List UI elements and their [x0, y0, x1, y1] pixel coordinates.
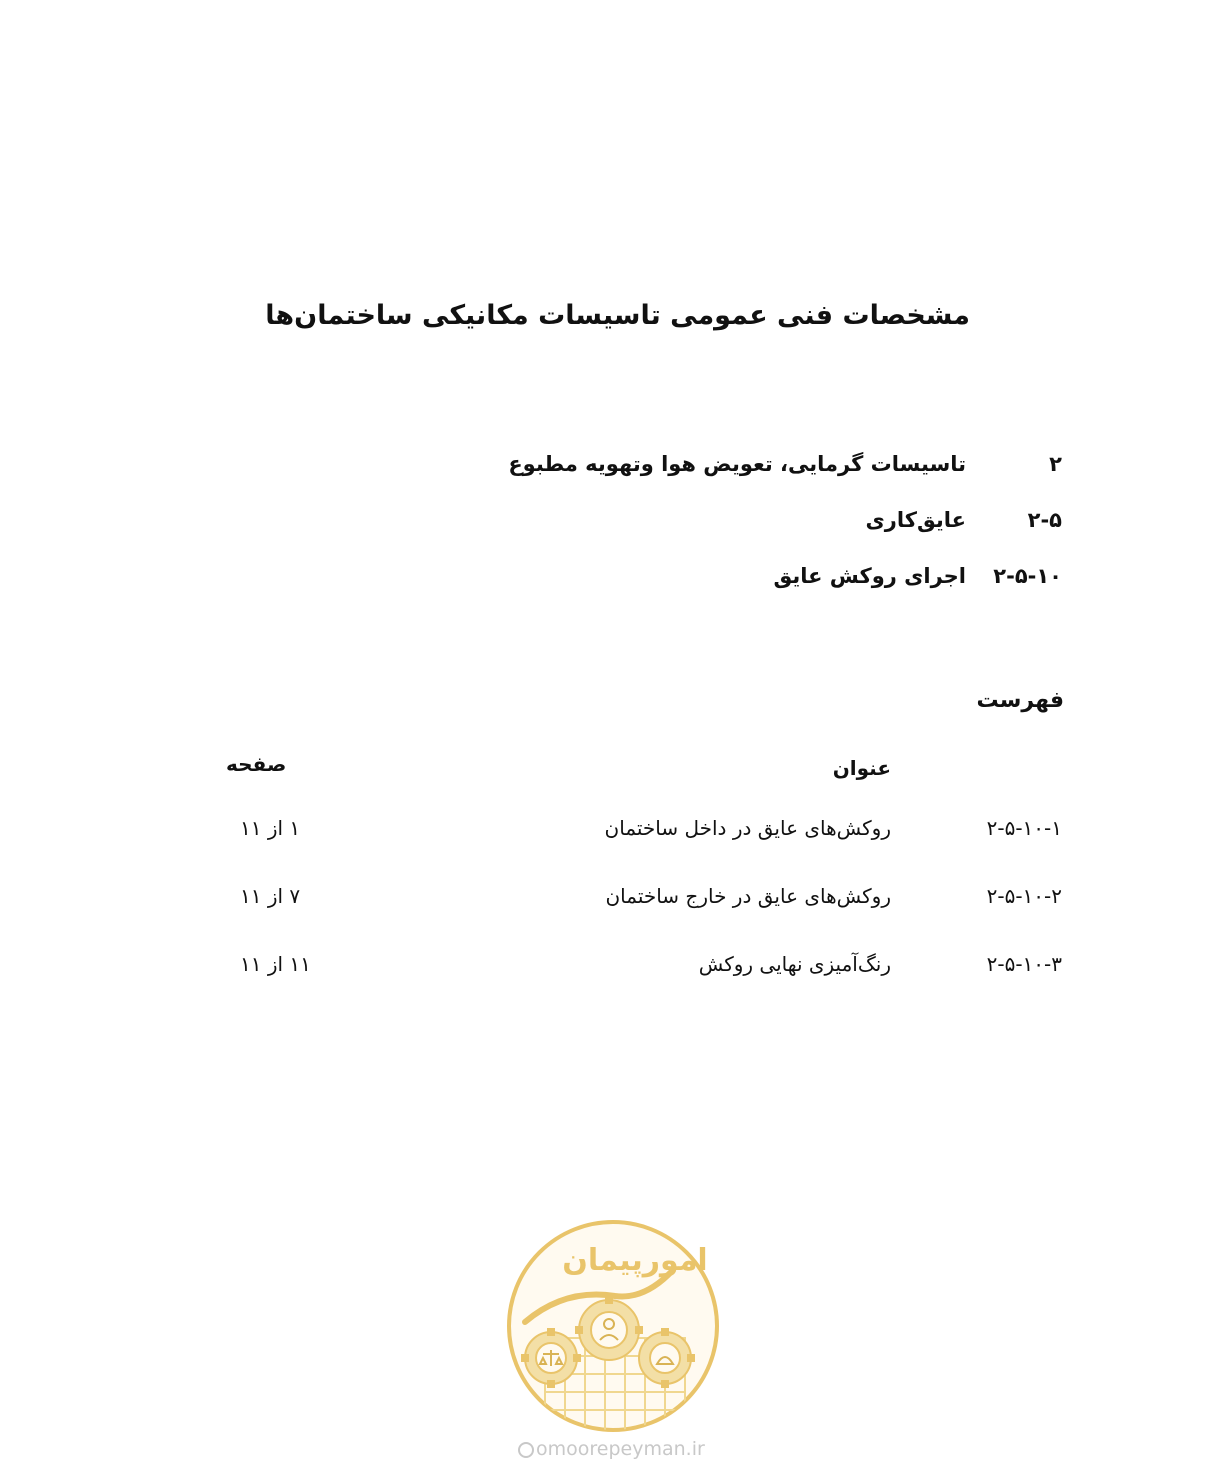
heading-number: ۲-۵-۱۰: [993, 564, 1062, 588]
heading-number: ۲-۵: [1027, 508, 1062, 532]
heading-number: ۲: [1049, 452, 1062, 476]
at-icon: [518, 1442, 534, 1458]
page-title: مشخصات فنی عمومی تاسیسات مکانیکی ساختمان‌ها: [265, 300, 970, 331]
toc-header-page: صفحه: [226, 752, 287, 776]
footer-site[interactable]: [518, 1438, 705, 1460]
toc-row-title: رنگ‌آمیزی نهایی روکش: [698, 952, 891, 976]
watermark-logo: [505, 1218, 721, 1434]
logo-text: امورپیمان: [562, 1243, 708, 1278]
toc-row-page: ۱ از ۱۱: [240, 816, 301, 840]
heading-text: عایق‌کاری: [865, 508, 966, 532]
heading-level-3: [773, 564, 1062, 588]
footer-site-text: omoorepeyman.ir: [536, 1438, 705, 1460]
toc-row[interactable]: [0, 952, 1228, 992]
toc-row[interactable]: [0, 816, 1228, 856]
heading-text: اجرای روکش عایق: [773, 564, 966, 588]
logo-emblem-icon: [505, 1218, 721, 1434]
heading-level-2: [866, 508, 1062, 532]
heading-text: تاسیسات گرمایی، تعویض هوا وتهویه مطبوع: [508, 452, 966, 476]
toc-row-number: ۲-۵-۱۰-۳: [986, 952, 1062, 976]
toc-row-title: روکش‌های عایق در خارج ساختمان: [605, 884, 891, 908]
heading-level-1: [508, 452, 1062, 476]
toc-row-page: ۷ از ۱۱: [240, 884, 301, 908]
toc-row-number: ۲-۵-۱۰-۲: [986, 884, 1062, 908]
toc-row-page: ۱۱ از ۱۱: [240, 952, 311, 976]
toc-row-title: روکش‌های عایق در داخل ساختمان: [604, 816, 891, 840]
toc-row-number: ۲-۵-۱۰-۱: [986, 816, 1062, 840]
toc-header-title: عنوان: [832, 756, 891, 780]
toc-label: فهرست: [976, 688, 1064, 713]
toc-row[interactable]: [0, 884, 1228, 924]
